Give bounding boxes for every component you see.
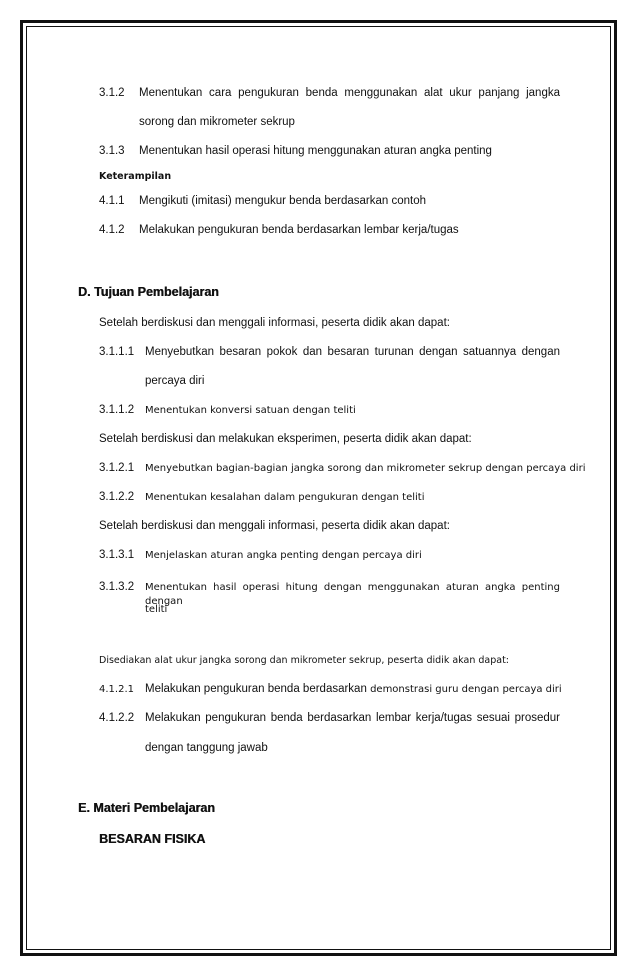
item-number: 3.1.2 [99,87,125,99]
intro-text: Setelah berdiskusi dan menggali informasi, peserta didik akan dapat: [99,520,450,532]
objective-text-continued: percaya diri [145,375,205,387]
objective-text-part: demonstrasi guru dengan percaya diri [370,684,562,695]
objective-text: Menyebutkan bagian-bagian jangka sorong dan mikrometer sekrup dengan percaya diri [145,463,586,474]
objective-text: Menyebutkan besaran pokok dan besaran turunan dengan satuannya dengan [145,346,560,358]
item-text: Melakukan pengukuran benda berdasarkan lembar kerja/tugas [139,224,459,236]
objective-number: 3.1.3.2 [99,581,135,593]
objective-text-part: Melakukan pengukuran benda berdasarkan [145,683,367,695]
objective-number: 3.1.2.2 [99,491,135,503]
keterampilan-label: Keterampilan [99,171,172,182]
objective-text: Menentukan kesalahan dalam pengukuran dengan teliti [145,492,425,503]
item-text-continued: sorong dan mikrometer sekrup [139,116,295,128]
objective-text: Melakukan pengukuran benda berdasarkan lembar kerja/tugas sesuai prosedur [145,712,560,724]
objective-number: 3.1.1.2 [99,404,135,416]
objective-text: Menentukan hasil operasi hitung dengan menggunakan aturan angka penting dengan [145,582,560,607]
objective-number: 4.1.2.1 [99,684,134,695]
objective-text: Menjelaskan aturan angka penting dengan percaya diri [145,550,422,561]
objective-number: 3.1.2.1 [99,462,135,474]
intro-text: Disediakan alat ukur jangka sorong dan mikrometer sekrup, peserta didik akan dapat: [99,655,510,666]
material-title: BESARAN FISIKA [99,832,206,846]
objective-number: 4.1.2.2 [99,712,135,724]
item-number: 4.1.2 [99,224,125,236]
item-text: Mengikuti (imitasi) mengukur benda berdasarkan contoh [139,195,427,207]
objective-text-continued: dengan tanggung jawab [145,742,268,754]
item-text: Menentukan cara pengukuran benda menggunakan alat ukur panjang jangka [139,87,560,99]
objective-text: Menentukan konversi satuan dengan teliti [145,405,356,416]
objective-text [145,682,562,697]
intro-text: Setelah berdiskusi dan menggali informasi, peserta didik akan dapat: [99,317,450,329]
intro-text: Setelah berdiskusi dan melakukan eksperimen, peserta didik akan dapat: [99,433,472,445]
item-text: Menentukan hasil operasi hitung menggunakan aturan angka penting [139,145,492,157]
item-number: 3.1.3 [99,145,125,157]
section-heading-d: D. Tujuan Pembelajaran [78,285,219,299]
section-heading-e: E. Materi Pembelajaran [78,801,215,815]
item-number: 4.1.1 [99,195,125,207]
objective-number: 3.1.3.1 [99,549,135,561]
objective-number: 3.1.1.1 [99,346,135,358]
objective-text-continued: teliti [145,604,168,615]
